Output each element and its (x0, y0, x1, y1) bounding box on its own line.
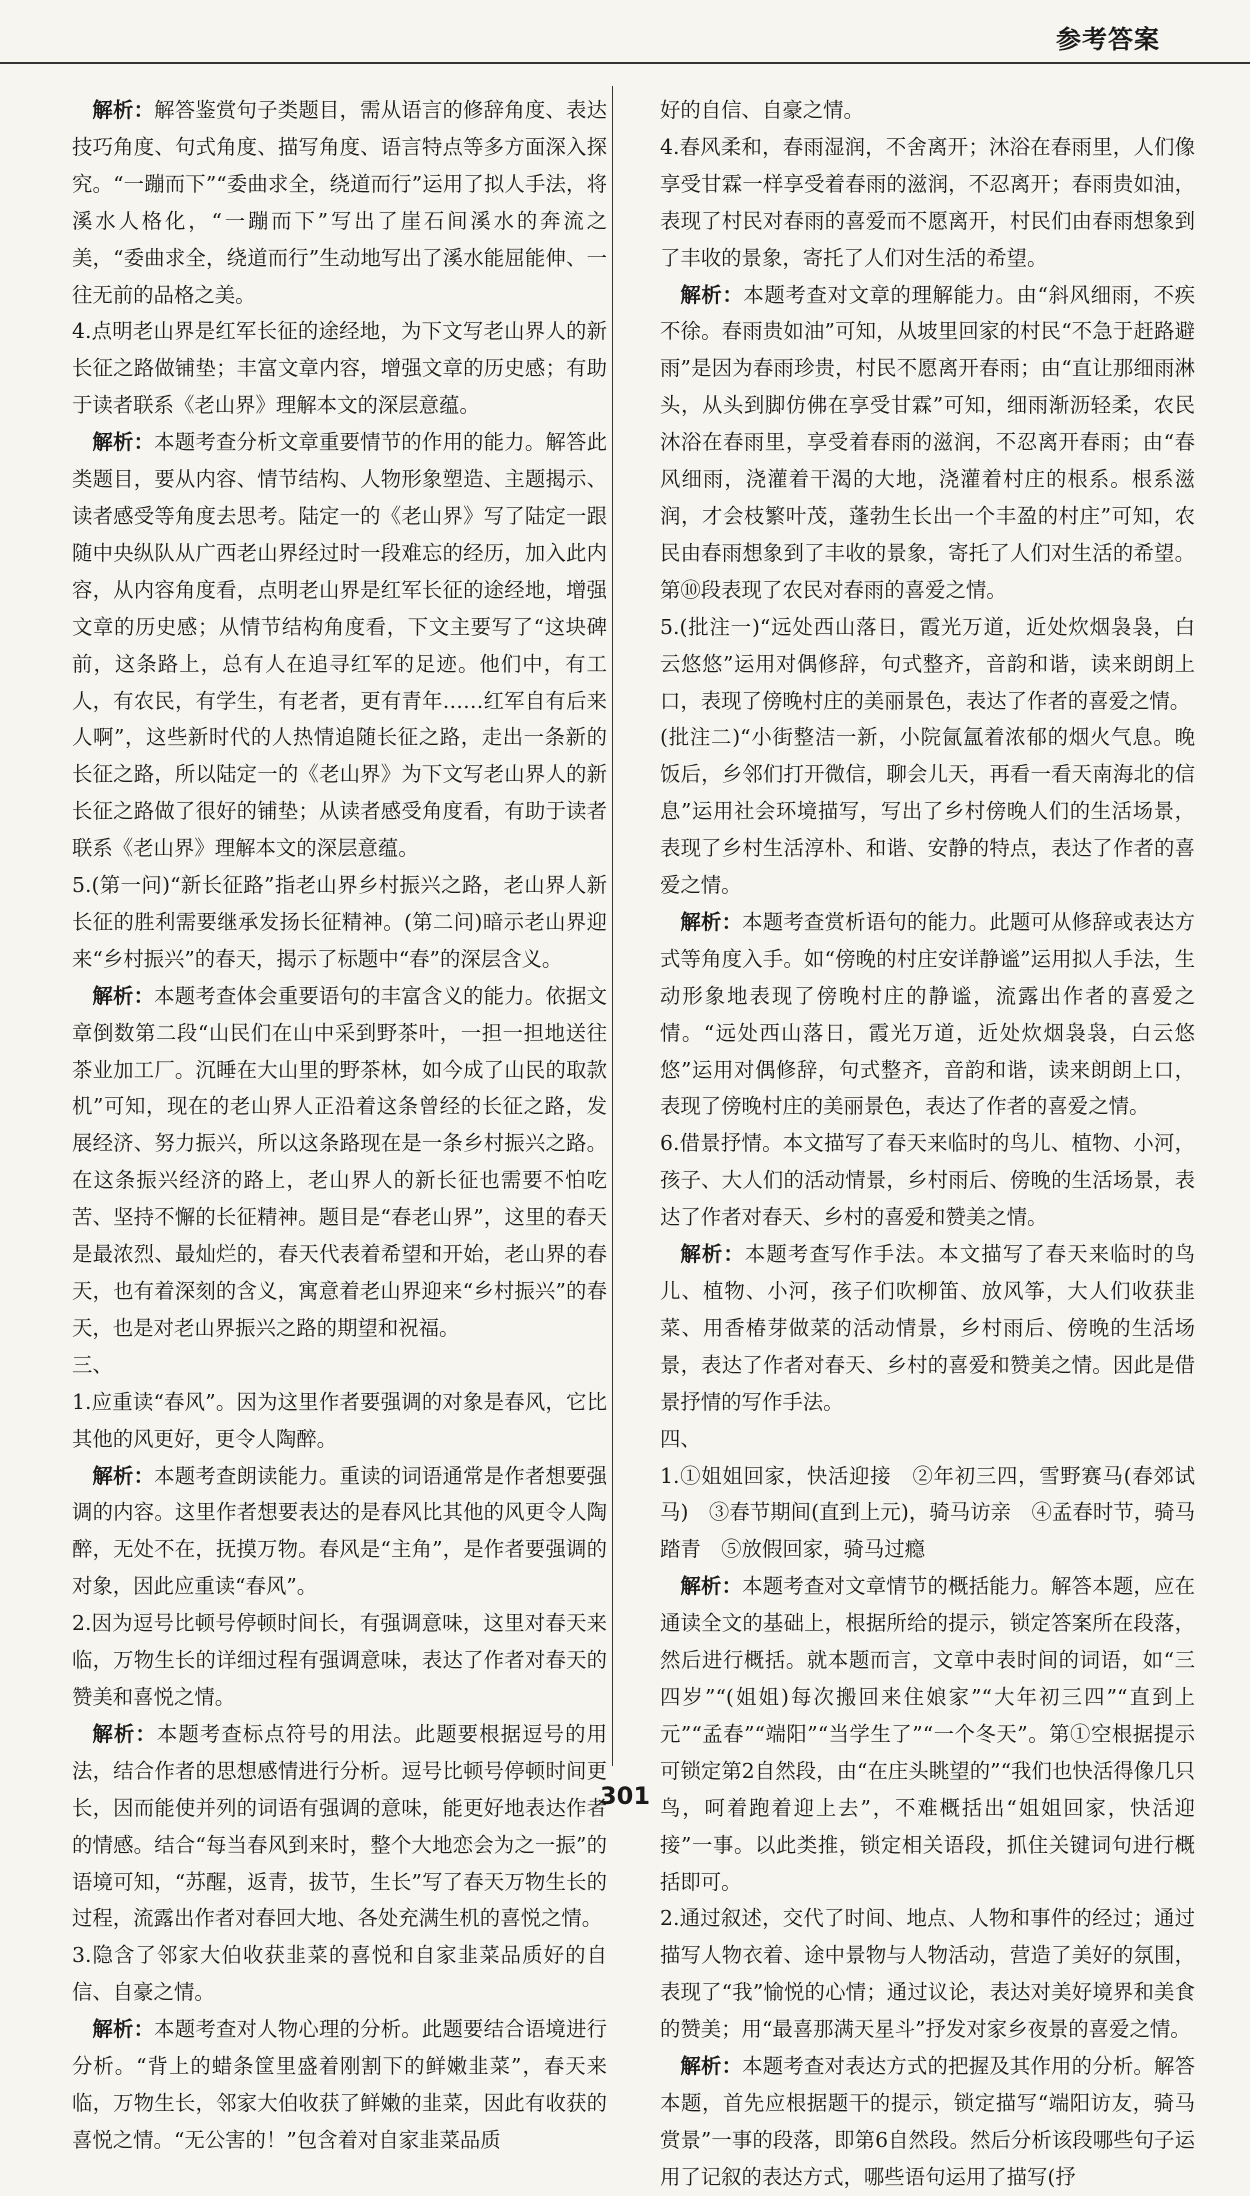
paragraph-text: 4.春风柔和，春雨湿润，不舍离开；沐浴在春雨里，人们像享受甘霖一样享受着春雨的滋润，不忍离开；春雨贵如油，表现了村民对春雨的喜爱而不愿离开，村民们由春雨想象到了丰收的景象，寄托了人们对生活的希望。 (660, 134, 1195, 270)
paragraph-text: 5.(批注一)“远处西山落日，霞光万道，近处炊烟袅袅，白云悠悠”运用对偶修辞，句式整齐，音韵和谐，读来朗朗上口，表现了傍晚村庄的美丽景色，表达了作者的喜爱之情。 (660, 614, 1195, 713)
answer-paragraph (72, 1347, 607, 1384)
analysis-paragraph (72, 1716, 607, 1937)
analysis-paragraph (72, 424, 607, 867)
answer-paragraph (72, 1384, 607, 1458)
analysis-label: 解析： (680, 2054, 743, 2079)
paragraph-text: 2.因为逗号比顿号停顿时间长，有强调意味，这里对春天来临，万物生长的详细过程有强调意味，表达了作者对春天的赞美和喜悦之情。 (72, 1611, 607, 1709)
paragraph-text: 解答鉴赏句子类题目，需从语言的修辞角度、表达技巧角度、句式角度、描写角度、语言特点等多方面深入探究。“一蹦而下”“委曲求全，绕道而行”运用了拟人手法，将溪水人格化，“一蹦而下”写出了崖石间溪水的奔流之美，“委曲求全，绕道而行”生动地写出了溪水能屈能伸、一往无前的品格之美。 (72, 98, 608, 307)
answer-paragraph (72, 1605, 607, 1716)
left-column (72, 92, 607, 2159)
paragraph-text: 3.隐含了邻家大伯收获韭菜的喜悦和自家韭菜品质好的自信、自豪之情。 (72, 1943, 607, 2005)
analysis-label: 解析： (92, 2017, 155, 2042)
paragraph-text: 本题考查对表达方式的把握及其作用的分析。解答本题，首先应根据题干的提示，锁定描写“端阳访友，骑马赏景”一事的段落，即第6自然段。然后分析该段哪些句子运用了记叙的表达方式，哪些语句运用了描写(抒 (660, 2054, 1196, 2189)
paragraph-text: 三、 (72, 1352, 113, 1377)
paragraph-text: 2.通过叙述，交代了时间、地点、人物和事件的经过；通过描写人物衣着、途中景物与人物活动，营造了美好的氛围，表现了“我”愉悦的心情；通过议论，表达对美好境界和美食的赞美；用“最喜那满天星斗”抒发对家乡夜景的喜爱之情。 (660, 1906, 1195, 2042)
answer-paragraph (660, 92, 1195, 129)
paragraph-text: 本题考查对文章的理解能力。由“斜风细雨，不疾不徐。春雨贵如油”可知，从坡里回家的村民“不急于赶路避雨”是因为春雨珍贵，村民不愿离开春雨；由“直让那细雨淋头，从头到脚仿佛在享受甘霖”可知，细雨渐沥轻柔，农民沐浴在春雨里，享受着春雨的滋润，不忍离开春雨；由“春风细雨，浇灌着干渴的大地，浇灌着村庄的根系。根系滋润，才会枝繁叶茂，蓬勃生长出一个丰盈的村庄”可知，农民由春雨想象到了丰收的景象，寄托了人们对生活的希望。第⑩段表现了农民对春雨的喜爱之情。 (660, 282, 1195, 602)
paragraph-text: 本题考查对人物心理的分析。此题要结合语境进行分析。“背上的蜡条筐里盛着刚割下的鲜嫩韭菜”，春天来临，万物生长，邻家大伯收获了鲜嫩的韭菜，因此有收获的喜悦之情。“无公害的！”包含着对自家韭菜品质 (72, 2017, 608, 2152)
analysis-label: 解析： (92, 983, 155, 1008)
answer-paragraph (660, 609, 1195, 720)
analysis-label: 解析： (680, 1242, 745, 1267)
paragraph-text: 5.(第一问)“新长征路”指老山界乡村振兴之路，老山界人新长征的胜利需要继承发扬长征精神。(第二问)暗示老山界迎来“乡村振兴”的春天，揭示了标题中“春”的深层含义。 (72, 873, 607, 971)
header-rule (0, 62, 1250, 64)
paragraph-text: 1.①姐姐回家，快活迎接 ②年初三四，雪野赛马(春郊试马) ③春节期间(直到上元)，骑马访亲 ④孟春时节，骑马踏青 ⑤放假回家，骑马过瘾 (660, 1463, 1195, 1562)
analysis-paragraph (660, 1568, 1195, 1900)
analysis-paragraph (660, 2048, 1195, 2196)
column-divider (612, 86, 613, 1766)
answer-paragraph (72, 1937, 607, 2011)
answer-paragraph (660, 1900, 1195, 2048)
analysis-paragraph (660, 277, 1195, 609)
answer-paragraph (72, 313, 607, 424)
analysis-label: 解析： (92, 1463, 155, 1488)
analysis-paragraph (660, 1236, 1195, 1421)
analysis-label: 解析： (92, 98, 155, 122)
page-header-title: 参考答案 (1055, 25, 1160, 54)
right-column (660, 92, 1195, 2196)
paragraph-text: 6.借景抒情。本文描写了春天来临时的鸟儿、植物、小河，孩子、大人们的活动情景，乡村雨后、傍晚的生活场景，表达了作者对春天、乡村的喜爱和赞美之情。 (660, 1131, 1195, 1230)
paragraph-text: 4.点明老山界是红军长征的途经地，为下文写老山界人的新长征之路做铺垫；丰富文章内容，增强文章的历史感；有助于读者联系《老山界》理解本文的深层意蕴。 (72, 319, 607, 418)
answer-paragraph (660, 719, 1195, 904)
analysis-label: 解析： (680, 1574, 743, 1599)
paragraph-text: 本题考查朗读能力。重读的词语通常是作者想要强调的内容。这里作者想要表达的是春风比其他的风更令人陶醉，无处不在，抚摸万物。春风是“主角”，是作者要强调的对象，因此应重读“春风”。 (72, 1463, 608, 1599)
page-number: 301 (599, 1782, 651, 1810)
analysis-paragraph (72, 1458, 607, 1606)
analysis-label: 解析： (680, 282, 744, 307)
analysis-paragraph (660, 904, 1195, 1125)
paragraph-text: 本题考查赏析语句的能力。此题可从修辞或表达方式等角度入手。如“傍晚的村庄安详静谧”运用拟人手法，生动形象地表现了傍晚村庄的静谧，流露出作者的喜爱之情。“远处西山落日，霞光万道，近处炊烟袅袅，白云悠悠”运用对偶修辞，句式整齐，音韵和谐，读来朗朗上口，表现了傍晚村庄的美丽景色，表达了作者的喜爱之情。 (660, 909, 1196, 1119)
paragraph-text: 本题考查对文章情节的概括能力。解答本题，应在通读全文的基础上，根据所给的提示，锁定答案所在段落，然后进行概括。就本题而言，文章中表时间的词语，如“三四岁”“(姐姐)每次搬回来住娘家”“大年初三四”“直到上元”“孟春”“端阳”“当学生了”“一个冬天”。第①空根据提示可锁定第2自然段，由“在庄头眺望的”“我们也快活得像几只鸟，呵着跑着迎上去”，不难概括出“姐姐回家，快活迎接”一事。以此类推，锁定相关语段，抓住关键词句进行概括即可。 (660, 1574, 1196, 1894)
analysis-paragraph (72, 978, 607, 1347)
answer-paragraph (660, 129, 1195, 277)
paragraph-text: 本题考查分析文章重要情节的作用的能力。解答此类题目，要从内容、情节结构、人物形象塑造、主题揭示、读者感受等角度去思考。陆定一的《老山界》写了陆定一跟随中央纵队从广西老山界经过时一段难忘的经历，加入此内容，从内容角度看，点明老山界是红军长征的途经地，增强文章的历史感；从情节结构角度看，下文主要写了“这块碑前，这条路上，总有人在追寻红军的足迹。他们中，有工人，有农民，有学生，有老者，更有青年……红军自有后来人啊”，这些新时代的人热情追随长征之路，走出一条新的长征之路，所以陆定一的《老山界》为下文写老山界人的新长征之路做了很好的铺垫；从读者感受角度看，有助于读者联系《老山界》理解本文的深层意蕴。 (72, 430, 608, 861)
paragraph-text: 1.应重读“春风”。因为这里作者要强调的对象是春风，它比其他的风更好，更令人陶醉。 (72, 1389, 607, 1451)
paragraph-text: 本题考查体会重要语句的丰富含义的能力。依据文章倒数第二段“山民们在山中采到野茶叶，一担一担地送往茶业加工厂。沉睡在大山里的野茶林，如今成了山民的取款机”可知，现在的老山界人正沿着这条曾经的长征之路，发展经济、努力振兴，所以这条路现在是一条乡村振兴之路。在这条振兴经济的路上，老山界人的新长征也需要不怕吃苦、坚持不懈的长征精神。题目是“春老山界”，这里的春天是最浓烈、最灿烂的，春天代表着希望和开始，老山界的春天，也有着深刻的含义，寓意着老山界迎来“乡村振兴”的春天，也是对老山界振兴之路的期望和祝福。 (72, 983, 608, 1340)
answer-paragraph (72, 867, 607, 978)
answer-paragraph (660, 1421, 1195, 1458)
paragraph-text: 四、 (660, 1426, 701, 1451)
analysis-paragraph (72, 92, 607, 313)
answer-paragraph (660, 1458, 1195, 1569)
analysis-label: 解析： (92, 430, 155, 455)
answer-paragraph (660, 1125, 1195, 1236)
paragraph-text: 本题考查标点符号的用法。此题要根据逗号的用法，结合作者的思想感情进行分析。逗号比顿号停顿时间更长，因而能使并列的词语有强调的意味，能更好地表达作者的情感。结合“每当春风到来时，整个大地恋会为之一振”的语境可知，“苏醒，返青，拔节，生长”写了春天万物生长的过程，流露出作者对春回大地、各处充满生机的喜悦之情。 (72, 1721, 608, 1931)
analysis-paragraph (72, 2011, 607, 2159)
paragraph-text: 本题考查写作手法。本文描写了春天来临时的鸟儿、植物、小河，孩子们吹柳笛、放风筝，大人们收获韭菜、用香椿芽做菜的活动情景，乡村雨后、傍晚的生活场景，表达了作者对春天、乡村的喜爱和赞美之情。因此是借景抒情的写作手法。 (660, 1242, 1196, 1414)
paragraph-text: (批注二)“小街整洁一新，小院氤氲着浓郁的烟火气息。晚饭后，乡邻们打开微信，聊会儿天，再看一看天南海北的信息”运用社会环境描写，写出了乡村傍晚人们的生活场景，表现了乡村生活淳朴、和谐、安静的特点，表达了作者的喜爱之情。 (660, 725, 1195, 898)
analysis-label: 解析： (680, 909, 743, 934)
analysis-label: 解析： (92, 1721, 157, 1746)
paragraph-text: 好的自信、自豪之情。 (660, 98, 864, 122)
